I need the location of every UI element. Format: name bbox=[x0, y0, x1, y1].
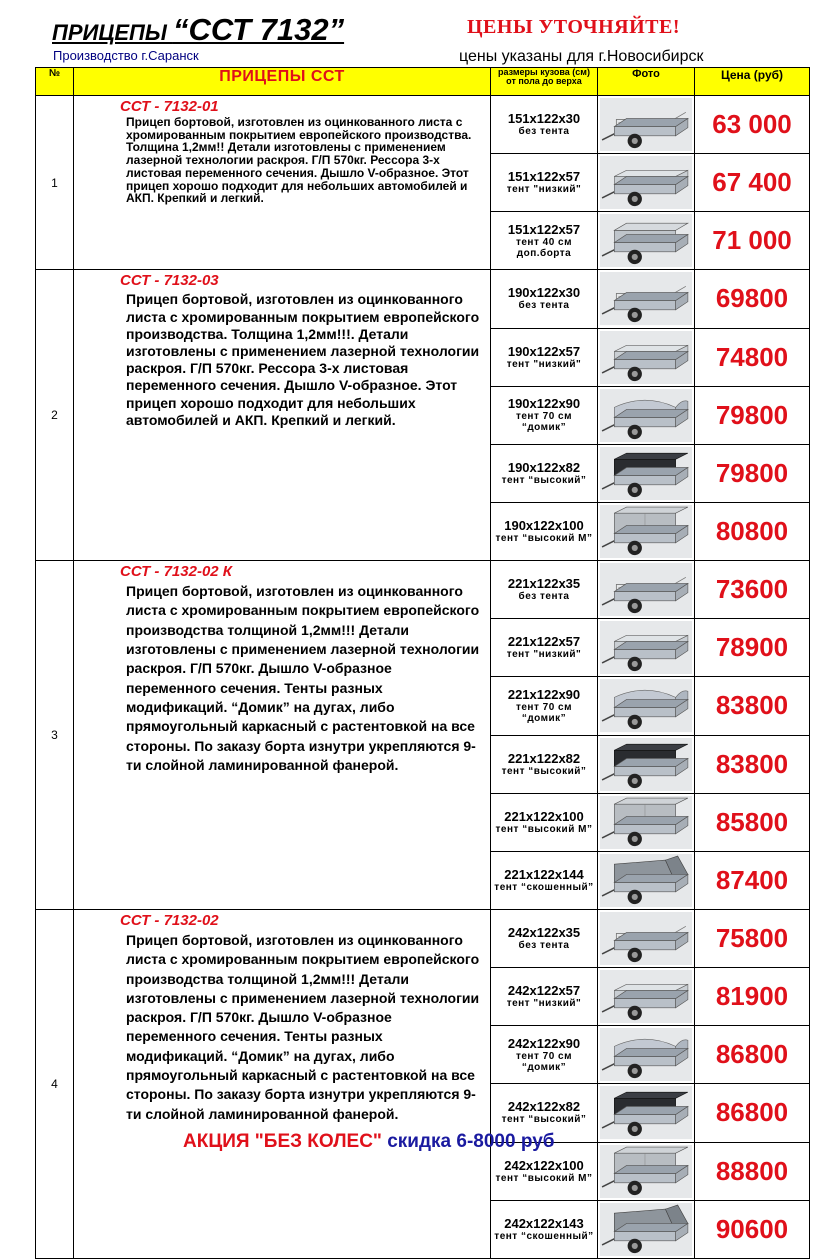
size-cell bbox=[491, 619, 598, 677]
col-photo-header: Фото bbox=[598, 68, 695, 96]
tent-type: тент “высокий” bbox=[501, 765, 587, 777]
trailer-photo bbox=[600, 563, 692, 616]
model-name: ССТ - 7132-02 К bbox=[120, 563, 233, 581]
table-row bbox=[36, 561, 810, 619]
trailer-photo bbox=[600, 970, 692, 1023]
photo-cell bbox=[598, 619, 695, 677]
size-cell bbox=[491, 851, 598, 909]
col-size-header-line1: размеры кузова (см) bbox=[498, 67, 590, 77]
row-number: 4 bbox=[36, 909, 74, 1258]
trailer-description-cell bbox=[74, 270, 491, 561]
promo-footer bbox=[183, 1131, 555, 1153]
body-size: 151х122х57 bbox=[507, 169, 581, 185]
body-size: 242х122х57 bbox=[507, 983, 581, 999]
body-size: 242х122х143 bbox=[504, 1215, 584, 1231]
col-price-header: Цена (руб) bbox=[695, 68, 810, 96]
trailer-photo bbox=[600, 156, 692, 209]
tent-type: тент 70 см “домик” bbox=[515, 1050, 573, 1073]
tent-type: тент “скошенный” bbox=[494, 881, 594, 893]
price-cell: 83800 bbox=[695, 677, 810, 735]
body-size: 221х122х90 bbox=[507, 686, 581, 702]
size-cell bbox=[491, 502, 598, 560]
body-size: 221х122х35 bbox=[507, 576, 581, 592]
model-name: ССТ - 7132-01 bbox=[120, 98, 219, 115]
trailer-photo bbox=[600, 1203, 692, 1256]
trailer-photo bbox=[600, 331, 692, 384]
photo-cell bbox=[598, 561, 695, 619]
trailer-description-cell bbox=[74, 561, 491, 910]
model-name: ССТ - 7132-02 bbox=[120, 911, 219, 929]
body-size: 221х122х82 bbox=[507, 750, 581, 766]
tent-type: тент “скошенный” bbox=[494, 1230, 594, 1242]
price-cell: 88800 bbox=[695, 1142, 810, 1200]
trailer-photo bbox=[600, 214, 692, 267]
size-cell bbox=[491, 1026, 598, 1084]
body-size: 190х122х90 bbox=[507, 396, 581, 412]
trailer-photo bbox=[600, 389, 692, 442]
manufacturer-line: Производство г.Саранск bbox=[53, 48, 199, 63]
photo-cell bbox=[598, 212, 695, 270]
photo-cell bbox=[598, 909, 695, 967]
body-size: 190х122х82 bbox=[507, 459, 581, 475]
size-cell bbox=[491, 1200, 598, 1258]
price-cell: 69800 bbox=[695, 270, 810, 328]
price-cell: 80800 bbox=[695, 502, 810, 560]
price-cell: 87400 bbox=[695, 851, 810, 909]
photo-cell bbox=[598, 444, 695, 502]
trailer-photo bbox=[600, 272, 692, 325]
trailer-photo bbox=[600, 1145, 692, 1198]
body-size: 151х122х57 bbox=[507, 221, 581, 237]
trailer-photo bbox=[600, 447, 692, 500]
body-size: 190х122х57 bbox=[507, 343, 581, 359]
size-cell bbox=[491, 212, 598, 270]
price-cell: 86800 bbox=[695, 1084, 810, 1142]
price-cell: 83800 bbox=[695, 735, 810, 793]
price-cell: 73600 bbox=[695, 561, 810, 619]
trailer-photo bbox=[600, 505, 692, 558]
size-cell bbox=[491, 154, 598, 212]
price-cell: 75800 bbox=[695, 909, 810, 967]
title-model: “ССТ 7132” bbox=[172, 12, 345, 47]
photo-cell bbox=[598, 502, 695, 560]
price-cell: 67 400 bbox=[695, 154, 810, 212]
trailer-description-cell bbox=[74, 96, 491, 270]
row-number: 1 bbox=[36, 96, 74, 270]
price-table bbox=[35, 67, 810, 1259]
tent-type: тент “высокий” bbox=[501, 1114, 587, 1126]
body-size: 242х122х82 bbox=[507, 1099, 581, 1115]
col-number-header: № bbox=[36, 68, 74, 96]
trailer-photo bbox=[600, 98, 692, 151]
size-cell bbox=[491, 561, 598, 619]
photo-cell bbox=[598, 1084, 695, 1142]
row-number: 3 bbox=[36, 561, 74, 910]
tent-type: тент “высокий М” bbox=[495, 1172, 593, 1184]
tent-type: тент "низкий" bbox=[506, 184, 582, 196]
tent-type: без тента bbox=[518, 940, 570, 952]
model-description: Прицеп бортовой, изготовлен из оцинкованного листа с хромированным покрытием европейского производства толщиной 1,2мм!!! Детали изготовлены с применением лазерной технологии раскроя. Г/П 570кг. Дышло V-образное переменного сечения. Тенты разных модификаций. “Домик” на дугах, либо прямоугольный каркасный с растентовкой на все стороны. По заказу борта изнутри укрепляются 9-ти слойной ламинированной фанерой. bbox=[126, 583, 480, 773]
photo-cell bbox=[598, 735, 695, 793]
price-cell: 74800 bbox=[695, 328, 810, 386]
photo-cell bbox=[598, 270, 695, 328]
body-size: 221х122х57 bbox=[507, 634, 581, 650]
page-title bbox=[52, 12, 344, 48]
trailer-photo bbox=[600, 738, 692, 791]
trailer-photo bbox=[600, 854, 692, 907]
photo-cell bbox=[598, 793, 695, 851]
price-cell: 78900 bbox=[695, 619, 810, 677]
trailer-photo bbox=[600, 1028, 692, 1081]
photo-cell bbox=[598, 328, 695, 386]
tent-type: без тента bbox=[518, 591, 570, 603]
table-header bbox=[36, 68, 810, 96]
photo-cell bbox=[598, 1200, 695, 1258]
table-row bbox=[36, 96, 810, 154]
photo-cell bbox=[598, 154, 695, 212]
size-cell bbox=[491, 96, 598, 154]
size-cell bbox=[491, 270, 598, 328]
photo-cell bbox=[598, 96, 695, 154]
photo-cell bbox=[598, 1026, 695, 1084]
tent-type: без тента bbox=[518, 300, 570, 312]
body-size: 221х122х100 bbox=[504, 808, 584, 824]
row-number: 2 bbox=[36, 270, 74, 561]
price-city-note: цены указаны для г.Новосибирск bbox=[459, 48, 704, 65]
body-size: 221х122х144 bbox=[504, 866, 584, 882]
size-cell bbox=[491, 909, 598, 967]
discount-label: скидка 6-8000 руб bbox=[381, 1131, 555, 1152]
photo-cell bbox=[598, 968, 695, 1026]
size-cell bbox=[491, 328, 598, 386]
tent-type: тент “высокий” bbox=[501, 474, 587, 486]
tent-type: тент “высокий М” bbox=[495, 823, 593, 835]
photo-cell bbox=[598, 1142, 695, 1200]
trailer-photo bbox=[600, 912, 692, 965]
price-cell: 79800 bbox=[695, 386, 810, 444]
body-size: 242х122х35 bbox=[507, 925, 581, 941]
tent-type: тент 40 см доп.борта bbox=[515, 236, 573, 259]
tent-type: тент "низкий" bbox=[506, 649, 582, 661]
tent-type: тент “высокий М” bbox=[495, 533, 593, 545]
trailer-description-cell bbox=[74, 909, 491, 1258]
body-size: 190х122х100 bbox=[504, 518, 584, 534]
title-prefix: ПРИЦЕПЫ bbox=[52, 20, 173, 45]
price-cell: 90600 bbox=[695, 1200, 810, 1258]
size-cell bbox=[491, 444, 598, 502]
body-size: 242х122х100 bbox=[504, 1157, 584, 1173]
col-name-header: ПРИЦЕПЫ ССТ bbox=[74, 68, 491, 96]
price-cell: 71 000 bbox=[695, 212, 810, 270]
size-cell bbox=[491, 677, 598, 735]
col-size-header-line2: от пола до верха bbox=[506, 76, 582, 86]
size-cell bbox=[491, 735, 598, 793]
photo-cell bbox=[598, 677, 695, 735]
price-cell: 81900 bbox=[695, 968, 810, 1026]
size-cell bbox=[491, 793, 598, 851]
price-cell: 85800 bbox=[695, 793, 810, 851]
body-size: 242х122х90 bbox=[507, 1035, 581, 1051]
price-cell: 86800 bbox=[695, 1026, 810, 1084]
tent-type: тент "низкий" bbox=[506, 998, 582, 1010]
col-size-header bbox=[491, 68, 598, 96]
size-cell bbox=[491, 968, 598, 1026]
price-cell: 63 000 bbox=[695, 96, 810, 154]
tent-type: тент 70 см “домик” bbox=[515, 411, 573, 434]
price-notice: ЦЕНЫ УТОЧНЯЙТЕ! bbox=[467, 16, 680, 38]
photo-cell bbox=[598, 851, 695, 909]
promo-label: АКЦИЯ "БЕЗ КОЛЕС" bbox=[183, 1131, 382, 1152]
trailer-photo bbox=[600, 1086, 692, 1139]
price-cell: 79800 bbox=[695, 444, 810, 502]
trailer-photo bbox=[600, 679, 692, 732]
trailer-photo bbox=[600, 621, 692, 674]
tent-type: тент "низкий" bbox=[506, 358, 582, 370]
model-description: Прицеп бортовой, изготовлен из оцинкованного листа с хромированным покрытием европейского производства толщиной 1,2мм!!! Детали изготовлены с применением лазерной технологии раскроя. Г/П 570кг. Дышло V-образное переменного сечения. Тенты разных модификаций. “Домик” на дугах, либо прямоугольный каркасный с растентовкой на все стороны. По заказу борта изнутри укрепляются 9-ти слойной ламинированной фанерой. bbox=[126, 931, 480, 1122]
photo-cell bbox=[598, 386, 695, 444]
body-size: 190х122х30 bbox=[507, 285, 581, 301]
model-description: Прицеп бортовой, изготовлен из оцинкованного листа с хромированным покрытием европейского производства. Толщина 1,2мм!! Детали изготовлены с применением лазерной технологии раскроя. Г/П 570кг. Рессора 3-х листовая переменного сечения. Дышло V-образное. Этот прицеп хорошо подходит для небольших автомобилей и АКП. Крепкий и легкий. bbox=[126, 115, 472, 206]
table-row bbox=[36, 270, 810, 328]
tent-type: тент 70 см “домик” bbox=[515, 701, 573, 724]
model-name: ССТ - 7132-03 bbox=[120, 272, 219, 290]
body-size: 151х122х30 bbox=[507, 111, 581, 127]
table-row bbox=[36, 909, 810, 967]
model-description: Прицеп бортовой, изготовлен из оцинкованного листа с хромированным покрытием европейского производства. Толщина 1,2мм!!!. Детали изготовлены с применением лазерной технологии раскроя. Г/П 570кг. Рессора 3-х листовая переменного сечения. Дышло V-образное. Этот прицеп хорошо подходит для небольших автомобилей и АКП. Крепкий и легкий. bbox=[126, 291, 480, 428]
size-cell bbox=[491, 386, 598, 444]
trailer-photo bbox=[600, 796, 692, 849]
tent-type: без тента bbox=[518, 126, 570, 138]
